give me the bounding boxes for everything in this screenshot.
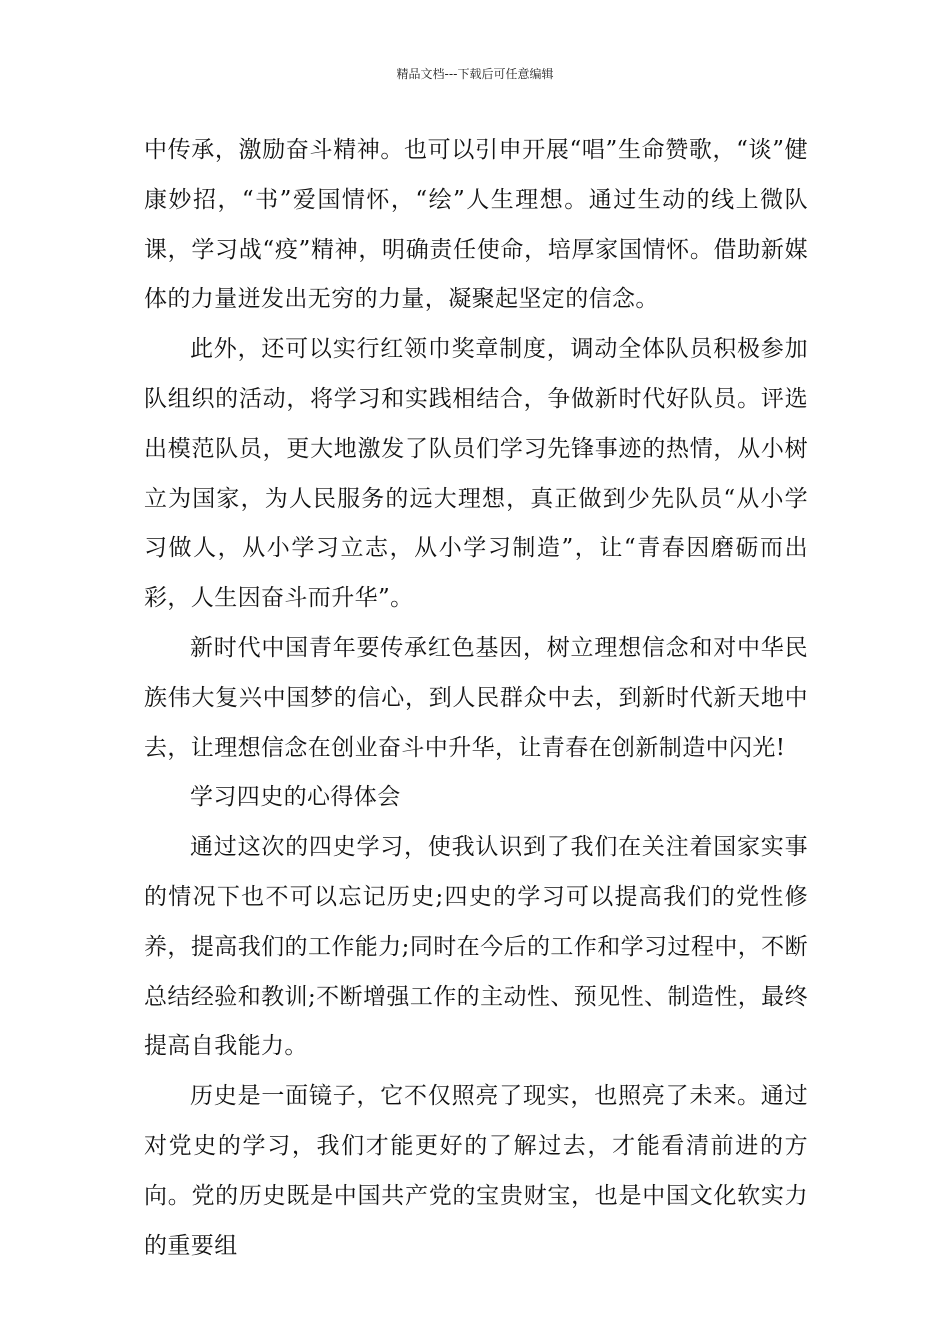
paragraph-history-mirror: 历史是一面镜子，它不仅照亮了现实，也照亮了未来。通过对党史的学习，我们才能更好的了解过去，才能看清前进的方向。党的历史既是中国共产党的宝贵财宝，也是中国文化软实力的重要组 [144, 1083, 808, 1259]
document-body [144, 126, 808, 1271]
paragraph-medal-system: 此外，还可以实行红领巾奖章制度，调动全体队员积极参加队组织的活动，将学习和实践相结合，争做新时代好队员。评选出模范队员，更大地激发了队员们学习先锋事迹的热情，从小树立为国家，为人民服务的远大理想，真正做到少先队员“从小学习做人，从小学习立志，从小学习制造”，让“青春因磨砺而出彩，人生因奋斗而升华”。 [144, 336, 808, 612]
page-header: 精品文档---下载后可任意编辑 [396, 67, 554, 81]
section-heading: 学习四史的心得体会 [190, 784, 401, 811]
paragraph-new-era-youth: 新时代中国青年要传承红色基因，树立理想信念和对中华民族伟大复兴中国梦的信心，到人民群众中去，到新时代新天地中去，让理想信念在创业奋斗中升华，让青春在创新制造中闪光! [144, 634, 808, 761]
paragraph-continuation: 中传承，激励奋斗精神。也可以引申开展“唱”生命赞歌，“谈”健康妙招，“书”爱国情怀，“绘”人生理想。通过生动的线上微队课，学习战“疫”精神，明确责任使命，培厚家国情怀。借助新媒体的力量迸发出无穷的力量，凝聚起坚定的信念。 [144, 137, 808, 313]
paragraph-four-histories: 通过这次的四史学习，使我认识到了我们在关注着国家实事的情况下也不可以忘记历史;四史的学习可以提高我们的党性修养，提高我们的工作能力;同时在今后的工作和学习过程中，不断总结经验和教训;不断增强工作的主动性、预见性、制造性，最终提高自我能力。 [144, 834, 808, 1060]
